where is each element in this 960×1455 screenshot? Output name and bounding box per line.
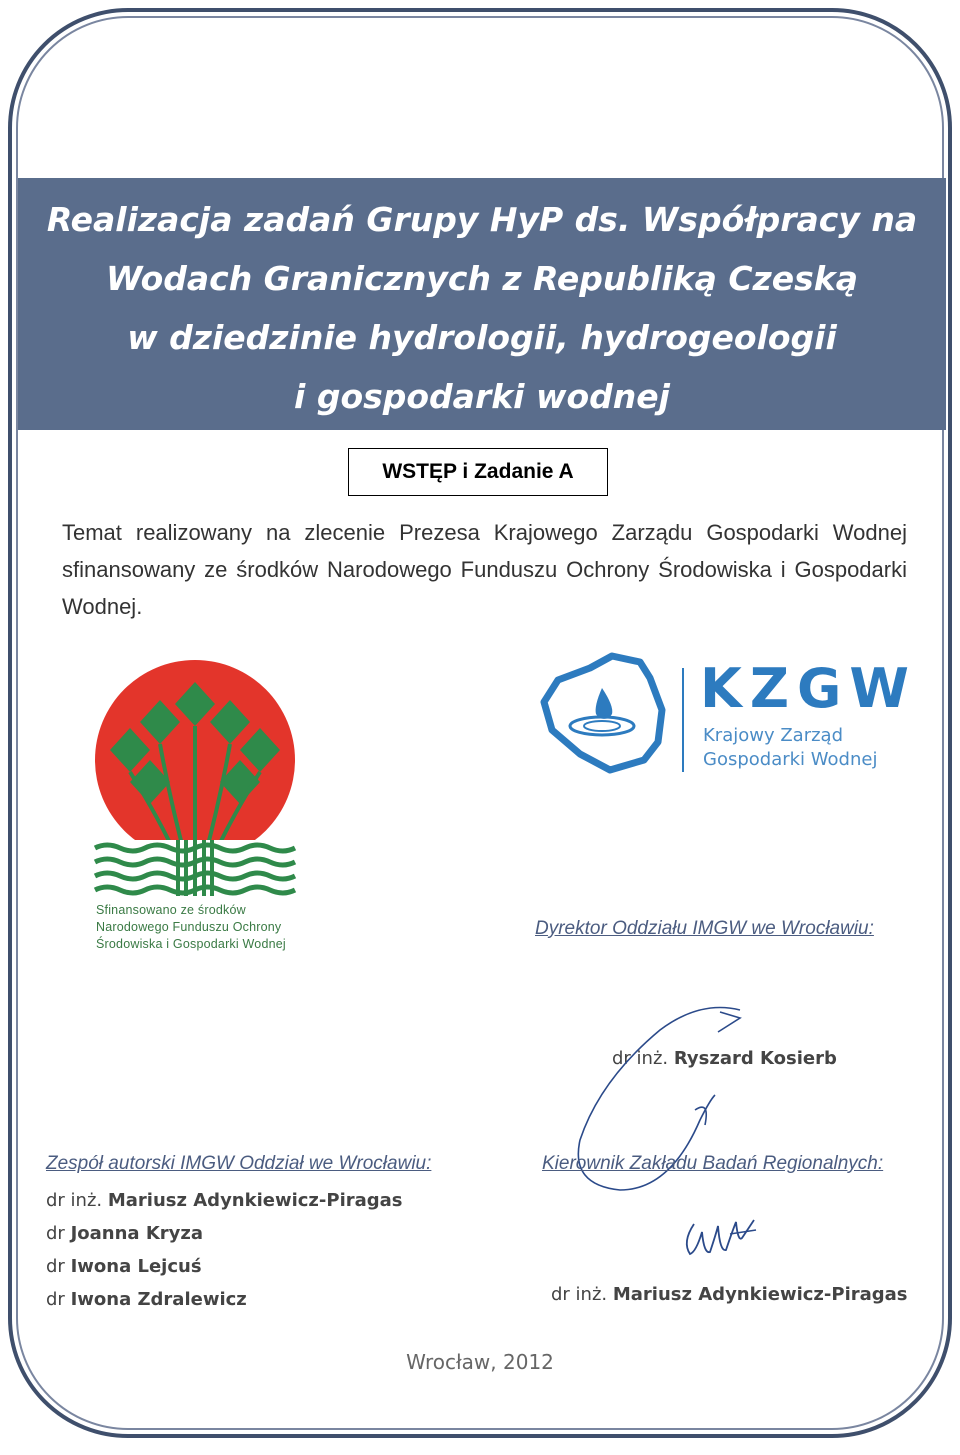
author-4 [46,1283,403,1316]
title-line-1: Realizacja zadań Grupy HyP ds. Współpracy na [46,200,918,239]
kzgw-name [703,724,877,772]
director-role: Dyrektor Oddziału IMGW we Wrocławiu: [535,918,874,939]
author-2 [46,1217,403,1250]
title-line-2: Wodach Granicznych z Republiką Czeską [105,259,859,298]
kzgw-name-line-1: Krajowy Zarząd [703,725,844,746]
director-name: Ryszard Kosierb [673,1048,837,1069]
kzgw-acronym: KZGW [700,657,917,720]
head-signature-icon [680,1212,760,1262]
kzgw-name-line-2: Gospodarki Wodnej [703,749,878,770]
author-3-name: Iwona Lejcuś [70,1256,202,1277]
kzgw-map-icon [540,650,670,775]
director-title: dr inż. [612,1048,669,1069]
nfos-caption-line-3: Środowiska i Gospodarki Wodnej [96,937,286,951]
author-1 [46,1184,403,1217]
title-line-4: i gospodarki wodnej [294,377,670,416]
author-4-title: dr [46,1289,65,1310]
author-4-name: Iwona Zdralewicz [70,1289,247,1310]
place-date: Wrocław, 2012 [406,1350,554,1374]
author-1-title: dr inż. [46,1190,103,1211]
author-2-title: dr [46,1223,65,1244]
head-role: Kierownik Zakładu Badań Regionalnych: [542,1153,884,1174]
intro-paragraph: Temat realizowany na zlecenie Prezesa Krajowego Zarządu Gospodarki Wodnej sfinansowany ze środków Narodowego Funduszu Ochrony Środowiska i Gospodarki Wodnej. [62,520,907,619]
nfos-caption [96,902,306,953]
kzgw-divider [682,668,684,772]
author-2-name: Joanna Kryza [70,1223,203,1244]
author-3-title: dr [46,1256,65,1277]
nfos-logo-icon [90,660,300,900]
head-person [551,1284,908,1305]
author-1-name: Mariusz Adynkiewicz-Piragas [107,1190,403,1211]
nfos-caption-line-2: Narodowego Funduszu Ochrony [96,920,282,934]
title-banner [18,178,946,430]
title-line-3: w dziedzinie hydrologii, hydrogeologii [127,318,837,357]
nfos-caption-line-1: Sfinansowano ze środków [96,903,246,917]
author-3 [46,1250,403,1283]
authors-list [46,1184,403,1316]
head-title: dr inż. [551,1284,608,1305]
section-label: WSTĘP i Zadanie A [348,448,608,496]
authors-role: Zespół autorski IMGW Oddział we Wrocławiu: [46,1153,432,1174]
head-name: Mariusz Adynkiewicz-Piragas [612,1284,908,1305]
